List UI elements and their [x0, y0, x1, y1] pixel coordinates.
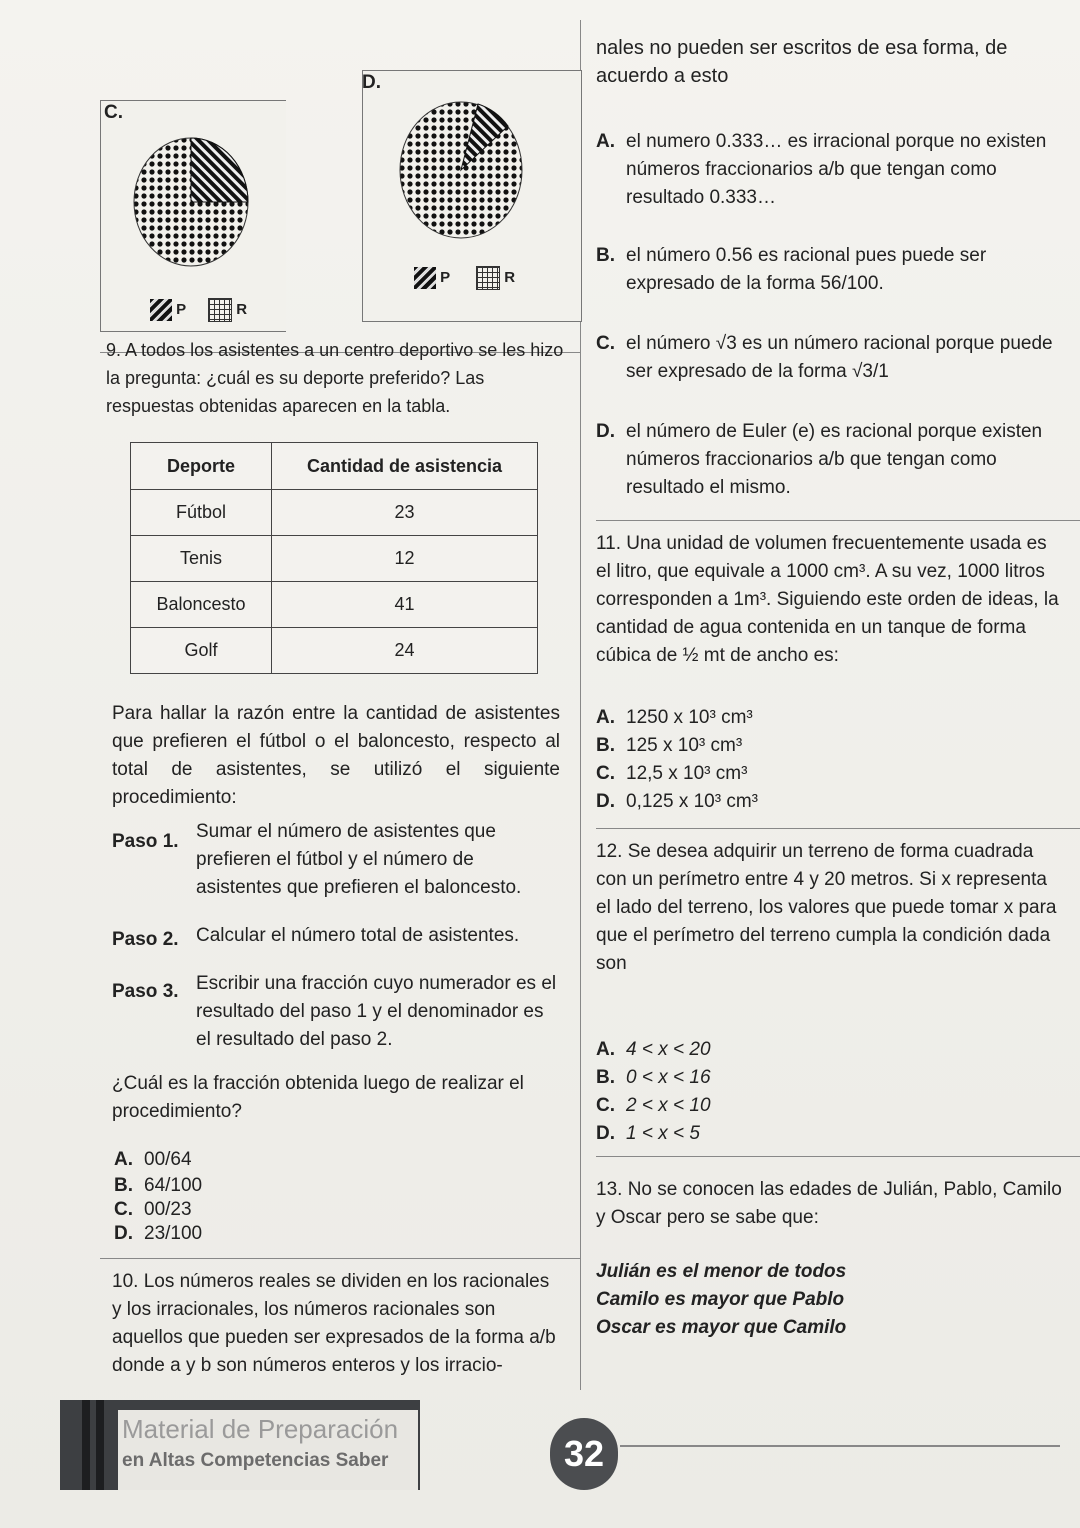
option-letter: C.: [596, 763, 615, 784]
figure-d-legend: [414, 266, 515, 290]
table-cell: 41: [272, 582, 538, 628]
q9-step3-text: Escribir una fracción cuyo numerador es el resultado del paso 1 y el denominador es el resultado del paso 2.: [196, 973, 557, 1050]
q10-option-d[interactable]: [596, 418, 1066, 502]
option-text: 12,5 x 10³ cm³: [626, 763, 748, 784]
footer-stripe: [96, 1400, 104, 1490]
q11-option-b[interactable]: [596, 732, 742, 760]
option-text: 2 < x < 10: [626, 1095, 711, 1116]
q11-intro: 11. Una unidad de volumen frecuentemente usada es el litro, que equivale a 1000 cm³. A su vez, 1000 litros corresponden a 1m³. Siguiendo este orden de ideas, la cantidad de agua contenida en un tanque de forma cúbica de ½ mt de ancho es:: [596, 533, 1059, 666]
figure-c-legend: [150, 298, 247, 322]
table-cell: Fútbol: [131, 490, 272, 536]
grid-swatch-icon: [208, 298, 232, 322]
option-letter: A.: [596, 131, 615, 152]
divider-q13: [596, 1156, 1080, 1157]
legend-r-label: R: [236, 300, 248, 318]
option-letter: B.: [596, 735, 615, 756]
q12-option-a[interactable]: [596, 1036, 711, 1064]
option-letter: C.: [596, 1095, 615, 1116]
option-letter: D.: [596, 1123, 615, 1144]
q10-continuation: nales no pueden ser escritos de esa forma, de acuerdo a esto: [596, 37, 1008, 87]
table-row: [131, 628, 538, 674]
option-text: 1 < x < 5: [626, 1123, 700, 1144]
hatch-swatch-icon: [414, 267, 436, 289]
q12-option-b[interactable]: [596, 1064, 711, 1092]
table-cell: Tenis: [131, 536, 272, 582]
table-row: [131, 582, 538, 628]
q9-question: ¿Cuál es la fracción obtenida luego de realizar el procedimiento?: [112, 1073, 524, 1122]
divider-q12: [596, 828, 1080, 829]
q10-option-c[interactable]: [596, 330, 1066, 386]
q13-fact-1: Julián es el menor de todos: [596, 1261, 847, 1282]
option-text: el número √3 es un número racional porque puede ser expresado de la forma √3/1: [626, 333, 1053, 382]
option-text: el numero 0.333… es irracional porque no existen números fraccionarios a/b que tengan como resultado 0.333…: [626, 131, 1047, 208]
q9-option-a[interactable]: [114, 1146, 192, 1174]
q12-intro: 12. Se desea adquirir un terreno de forma cuadrada con un perímetro entre 4 y 20 metros. Si x representa el lado del terreno, los valores que puede tomar x para que el perímetro del terreno cumpla la condición dada son: [596, 841, 1057, 974]
option-letter: A.: [114, 1149, 133, 1170]
table-row: [131, 490, 538, 536]
table-cell: Baloncesto: [131, 582, 272, 628]
legend-p-label: P: [176, 300, 186, 318]
q12-option-c[interactable]: [596, 1092, 711, 1120]
q9-step2-text: Calcular el número total de asistentes.: [196, 925, 520, 946]
q10-option-a[interactable]: [596, 128, 1066, 212]
footer-brand: [118, 1410, 418, 1490]
option-text: 1250 x 10³ cm³: [626, 707, 753, 728]
q9-intro: 9. A todos los asistentes a un centro deportivo se les hizo la pregunta: ¿cuál es su deporte preferido? Las respuestas obtenidas aparecen en la tabla.: [106, 340, 564, 416]
grid-swatch-icon: [476, 266, 500, 290]
q9-step2-label: Paso 2.: [112, 929, 179, 950]
table-header-sport: Deporte: [131, 443, 272, 490]
legend-p-label: P: [440, 268, 450, 286]
table-cell: 12: [272, 536, 538, 582]
divider-q10: [100, 1258, 580, 1259]
q11-option-d[interactable]: [596, 788, 758, 816]
option-letter: A.: [596, 1039, 615, 1060]
option-text: 125 x 10³ cm³: [626, 735, 743, 756]
footer-line1: Material de Preparación: [122, 1414, 399, 1444]
footer-line2: en Altas Competencias Saber: [122, 1450, 389, 1471]
q9-step1-label: Paso 1.: [112, 831, 179, 852]
option-letter: D.: [596, 421, 615, 442]
table-header-count: Cantidad de asistencia: [272, 443, 538, 490]
figure-c-label: C.: [104, 102, 123, 123]
q9-step1-text: Sumar el número de asistentes que prefieren el fútbol y el número de asistentes que prefieren el baloncesto.: [196, 821, 522, 898]
table-cell: 24: [272, 628, 538, 674]
option-letter: C.: [596, 333, 615, 354]
option-letter: D.: [596, 791, 615, 812]
option-text: 64/100: [144, 1175, 203, 1196]
q10-intro: 10. Los números reales se dividen en los racionales y los irracionales, los números racionales son aquellos que pueden ser expresados de la forma a/b donde a y b son números enteros y los irracio-: [112, 1271, 556, 1376]
q13-intro: 13. No se conocen las edades de Julián, Pablo, Camilo y Oscar pero se sabe que:: [596, 1179, 1062, 1228]
option-letter: A.: [596, 707, 615, 728]
option-text: 23/100: [144, 1223, 203, 1244]
q13-fact-3: Oscar es mayor que Camilo: [596, 1317, 847, 1338]
legend-r-label: R: [504, 268, 516, 286]
table-row: [131, 536, 538, 582]
page-number: 32: [550, 1418, 618, 1490]
footer-line: [620, 1445, 1060, 1447]
table-cell: Golf: [131, 628, 272, 674]
hatch-swatch-icon: [150, 299, 172, 321]
q9-step3-label: Paso 3.: [112, 981, 179, 1002]
q9-table: [130, 442, 538, 674]
option-letter: B.: [596, 1067, 615, 1088]
footer-stripe: [82, 1400, 90, 1490]
option-letter: C.: [114, 1199, 133, 1220]
option-text: el número de Euler (e) es racional porque existen números fraccionarios a/b que tengan como resultado el mismo.: [626, 421, 1043, 498]
figure-d-pie: [398, 100, 524, 240]
q13-fact-2: Camilo es mayor que Pablo: [596, 1289, 845, 1310]
option-letter: B.: [596, 245, 615, 266]
option-text: 00/64: [144, 1149, 192, 1170]
option-letter: D.: [114, 1223, 133, 1244]
figure-d-label: D.: [362, 72, 381, 93]
option-text: 00/23: [144, 1199, 192, 1220]
q9-option-d[interactable]: [114, 1220, 202, 1248]
option-text: 0,125 x 10³ cm³: [626, 791, 758, 812]
q11-option-a[interactable]: [596, 704, 753, 732]
q12-option-d[interactable]: [596, 1120, 700, 1148]
option-text: 4 < x < 20: [626, 1039, 711, 1060]
q10-option-b[interactable]: [596, 242, 1066, 298]
q11-option-c[interactable]: [596, 760, 747, 788]
option-text: 0 < x < 16: [626, 1067, 711, 1088]
divider-q11: [596, 520, 1080, 521]
figure-c-pie: [132, 136, 250, 268]
table-cell: 23: [272, 490, 538, 536]
q9-procedure-intro: Para hallar la razón entre la cantidad de asistentes que prefieren el fútbol o el baloncesto, respecto al total de asistentes, se utilizó el siguiente procedimiento:: [112, 703, 560, 808]
option-letter: B.: [114, 1175, 133, 1196]
option-text: el número 0.56 es racional pues puede ser expresado de la forma 56/100.: [626, 245, 987, 294]
